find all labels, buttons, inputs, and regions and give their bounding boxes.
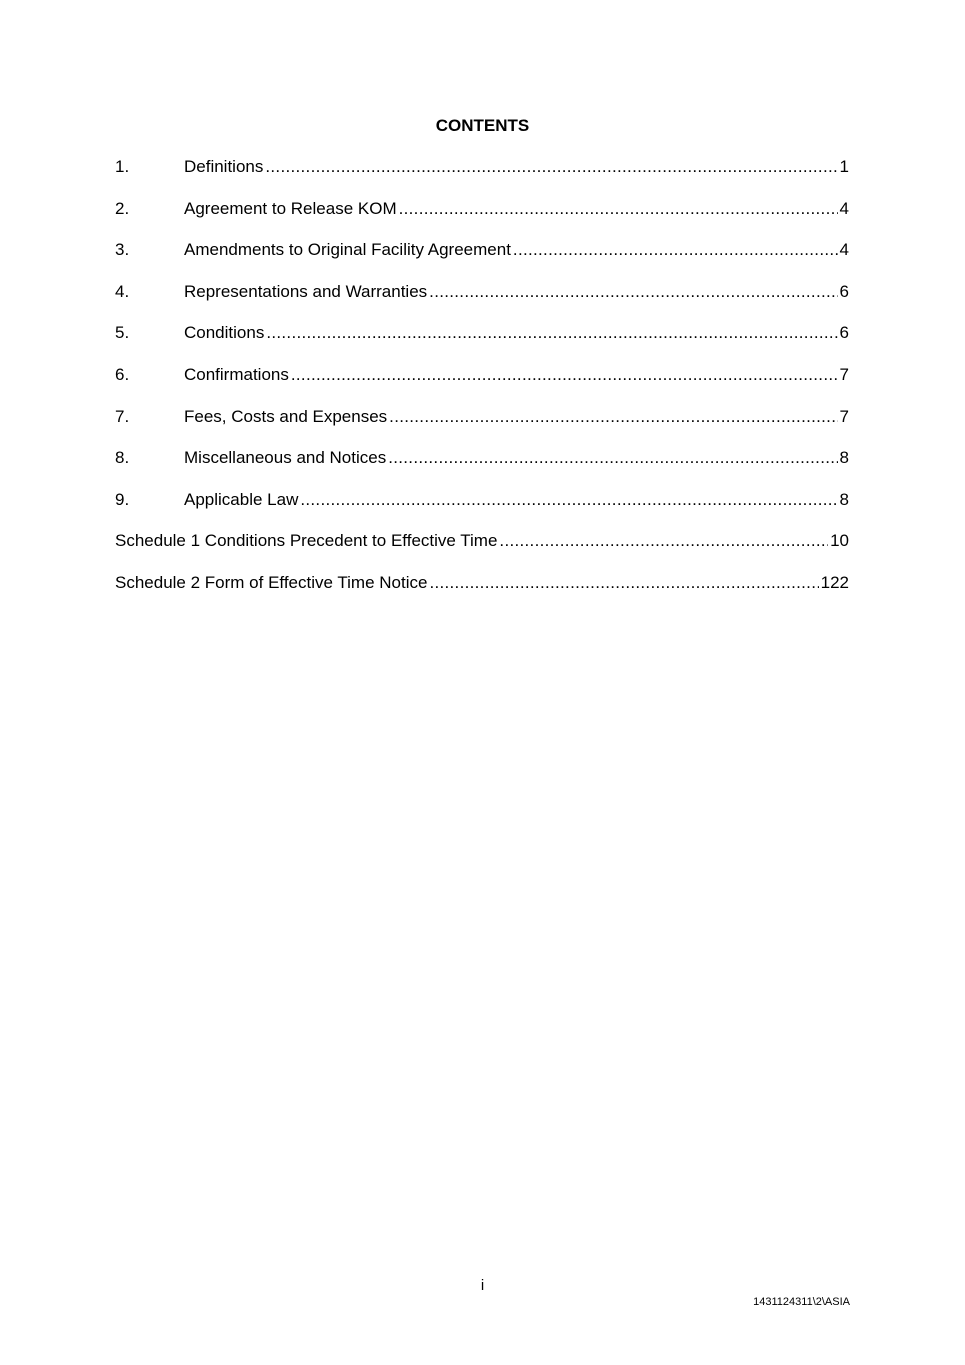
toc-entry-8[interactable] — [115, 448, 849, 490]
dot-leader — [429, 282, 837, 302]
toc-entry-1[interactable] — [115, 157, 849, 199]
dot-leader — [291, 365, 838, 385]
entry-number: 6. — [115, 364, 130, 384]
entry-title: Amendments to Original Facility Agreement — [184, 240, 511, 260]
toc-schedule-2[interactable] — [115, 573, 849, 615]
entry-number: 9. — [115, 489, 130, 509]
dot-leader — [388, 448, 837, 468]
dot-leader — [389, 407, 837, 427]
dot-leader — [513, 240, 838, 260]
toc-entry-6[interactable] — [115, 365, 849, 407]
entry-title: Fees, Costs and Expenses — [184, 406, 388, 426]
schedule-page: 122 — [820, 572, 849, 592]
entry-title: Definitions — [184, 157, 264, 176]
entry-page: 7 — [839, 406, 849, 426]
entry-title: Confirmations — [184, 364, 289, 384]
entry-page: 4 — [839, 198, 849, 218]
entry-title: Miscellaneous and Notices — [184, 448, 387, 468]
dot-leader — [429, 573, 818, 593]
dot-leader — [300, 490, 837, 510]
entry-page: 1 — [839, 157, 849, 176]
entry-title: Applicable Law — [184, 489, 299, 509]
entry-page: 4 — [839, 240, 849, 260]
schedule-page: 10 — [830, 531, 849, 551]
entry-title: Conditions — [184, 323, 265, 343]
dot-leader — [266, 323, 837, 343]
schedule-title: Schedule 2 Form of Effective Time Notice — [115, 572, 428, 592]
toc-schedule-1[interactable] — [115, 531, 849, 573]
dot-leader — [399, 199, 838, 219]
schedule-title: Schedule 1 Conditions Precedent to Effective Time — [115, 531, 498, 551]
toc-entry-3[interactable] — [115, 240, 849, 282]
entry-title: Representations and Warranties — [184, 281, 428, 301]
dot-leader — [265, 157, 837, 177]
toc-entry-9[interactable] — [115, 490, 849, 532]
entry-number: 5. — [115, 323, 130, 343]
entry-number: 2. — [115, 198, 130, 218]
toc-entry-4[interactable] — [115, 282, 849, 324]
entry-number: 4. — [115, 281, 130, 301]
entry-page: 8 — [839, 448, 849, 468]
entry-number: 3. — [115, 240, 130, 260]
toc-entry-7[interactable] — [115, 407, 849, 449]
entry-page: 8 — [839, 489, 849, 509]
document-reference: 1431124311\2\ASIA — [753, 1296, 850, 1308]
entry-page: 6 — [839, 323, 849, 343]
dot-leader — [499, 531, 828, 551]
toc-entry-5[interactable] — [115, 323, 849, 365]
entry-number: 1. — [115, 157, 130, 176]
entry-number: 8. — [115, 448, 130, 468]
entry-page: 6 — [839, 281, 849, 301]
contents-heading: CONTENTS — [435, 116, 530, 135]
page-number: i — [480, 1277, 485, 1294]
table-of-contents — [115, 157, 849, 615]
entry-number: 7. — [115, 406, 130, 426]
entry-page: 7 — [839, 364, 849, 384]
entry-title: Agreement to Release KOM — [184, 198, 397, 218]
toc-entry-2[interactable] — [115, 199, 849, 241]
